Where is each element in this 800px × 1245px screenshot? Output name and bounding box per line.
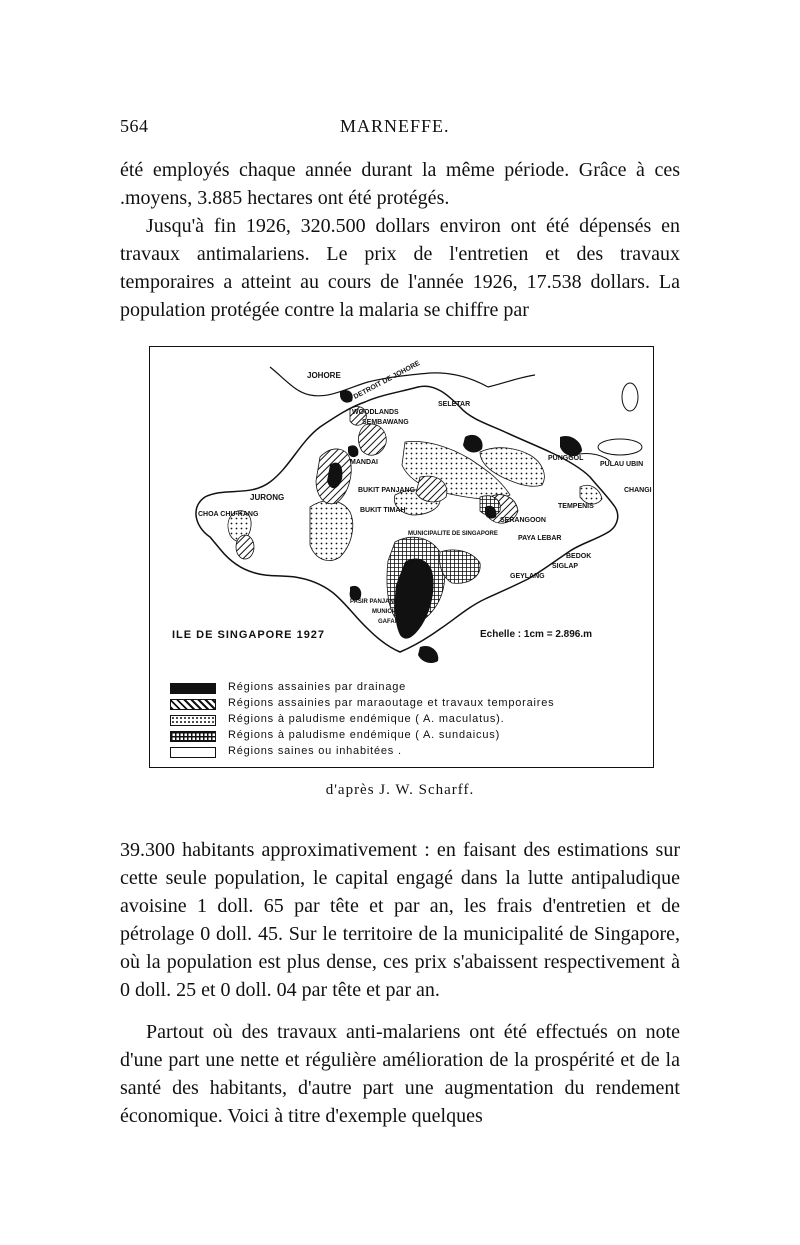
map-title: ILE DE SINGAPORE 1927 [172, 629, 326, 641]
map-label-geylang: GEYLANG [510, 573, 545, 580]
map-label-municipal-city: MUNICIPAL CITY [372, 609, 421, 615]
map-label-tempenis: TEMPENIS [558, 503, 594, 510]
map-legend [170, 681, 610, 761]
running-title: MARNEFFE. [340, 116, 450, 136]
legend-item [170, 697, 610, 712]
legend-item [170, 713, 610, 728]
paragraph-1: été employés chaque année durant la même période. Grâce à ces .moyens, 3.885 hectares ont été protégés. [120, 159, 680, 209]
map-label-gafang: GAFANG [378, 619, 404, 625]
map-label-seletar: SELETAR [438, 401, 471, 408]
legend-item [170, 745, 610, 760]
legend-swatch-blank [170, 747, 216, 758]
map-label-sembawang: SEMBAWANG [362, 419, 409, 426]
page-number: 564 [120, 116, 149, 136]
legend-label: Régions à paludisme endémique ( A. maculatus). [228, 713, 505, 725]
paragraph-3: 39.300 habitants approximativement : en faisant des estimations sur cette seule population, le capital engagé dans la lutte antipaludique avoisine 1 doll. 65 par tête et par an, les frais d'entretien et de pétrolage 0 doll. 45. Sur le territoire de la municipalité de Singapore, où la population est plus dense, ces prix s'abaissent respectivement à 0 doll. 25 et 0 doll. 04 par tête et par an. [120, 839, 680, 1001]
map-label-detroit: DETROIT DE JOHORE [352, 360, 422, 401]
singapore-map-figure [149, 346, 654, 768]
map-label-serangoon: SERANGOON [500, 517, 546, 524]
map-label-pasir-panjang: PASIR PANJANG [350, 599, 399, 605]
map-label-changi: CHANGI [624, 487, 652, 494]
map-label-paya-lebar: PAYA LEBAR [518, 535, 562, 542]
map-scale: Echelle : 1cm = 2.896.m [480, 629, 593, 640]
page-header [120, 116, 680, 144]
legend-item [170, 681, 610, 696]
legend-label: Régions saines ou inhabitées . [228, 745, 402, 757]
map-label-choa-chu-kang: CHOA CHU-KANG [198, 511, 259, 518]
legend-label: Régions à paludisme endémique ( A. sundaicus) [228, 729, 501, 741]
map-label-siglap: SIGLAP [552, 563, 579, 570]
legend-swatch-grid [170, 731, 216, 742]
map-label-woodlands: WOODLANDS [352, 409, 399, 416]
legend-swatch-dots [170, 715, 216, 726]
map-label-mandai: MANDAI [350, 459, 378, 466]
map-label-bukit-timah: BUKIT TIMAH [360, 507, 406, 514]
legend-item [170, 729, 610, 744]
legend-label: Régions assainies par drainage [228, 681, 407, 693]
legend-swatch-black [170, 683, 216, 694]
figure-caption: d'après J. W. Scharff. [325, 782, 475, 798]
map-label-punggol: PUNGGOL [548, 455, 584, 462]
map-label-jurong: JURONG [250, 493, 285, 502]
map-label-johore: JOHORE [307, 371, 341, 380]
map-label-bukit-panjang: BUKIT PANJANG [358, 487, 416, 494]
legend-label: Régions assainies par maraoutage et travaux temporaires [228, 697, 555, 709]
map-label-municipalite: MUNICIPALITE DE SINGAPORE [408, 531, 498, 537]
paragraph-4: Partout où des travaux anti-malariens ont été effectués on note d'une part une nette et régulière amélioration de la prospérité et de la santé des habitants, d'autre part une augmentation du rendement économique. Voici à titre d'exemple quelques [120, 1021, 680, 1127]
map-label-pulau-ubin: PULAU UBIN [600, 461, 644, 468]
legend-swatch-hatch [170, 699, 216, 710]
paragraph-2: Jusqu'à fin 1926, 320.500 dollars environ ont été dépensés en travaux antimalariens. Le prix de l'entretien et des travaux temporaires a atteint au cours de l'année 1926, 17.538 dollars. La population protégée contre la malaria se chiffre par [120, 215, 680, 321]
map-label-bedok: BEDOK [566, 553, 592, 560]
